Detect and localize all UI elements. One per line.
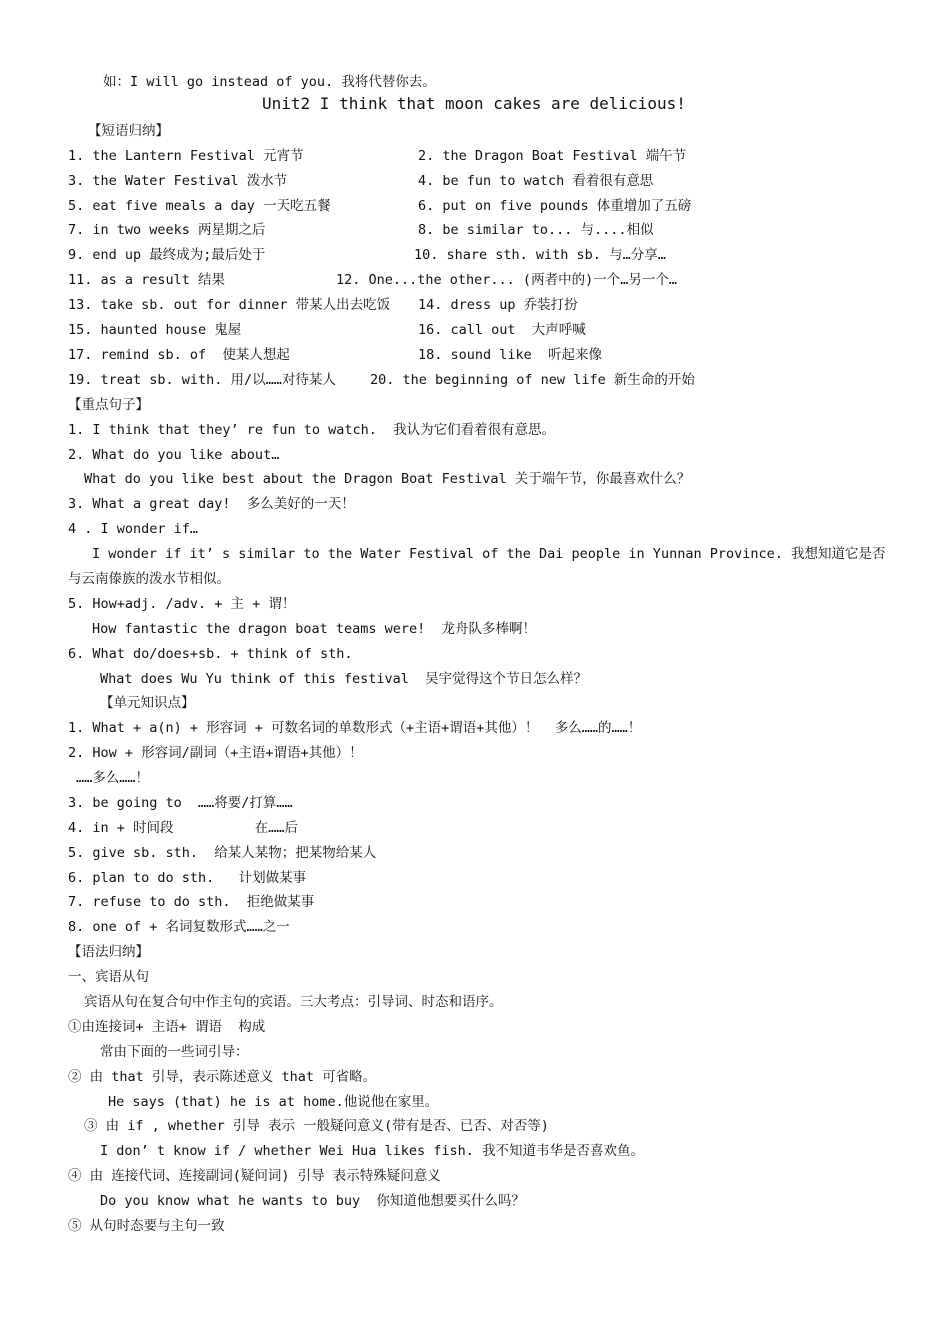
sentence-line: 1. I think that they’ re fun to watch. 我认为它们看着很有意思。	[68, 422, 556, 438]
grammar-line: ② 由 that 引导，表示陈述意义 that 可省略。	[68, 1069, 377, 1085]
knowledge-line: 4. in + 时间段 在……后	[68, 820, 299, 836]
grammar-line: ①由连接词+ 主语+ 谓语 构成	[68, 1019, 266, 1035]
knowledge-line: 2. How + 形容词/副词（+主语+谓语+其他）！	[68, 745, 363, 761]
grammar-line: I don’ t know if / whether Wei Hua likes fish. 我不知道韦华是否喜欢鱼。	[100, 1143, 645, 1159]
knowledge-line: 1. What + a(n) + 形容词 + 可数名词的单数形式（+主语+谓语+其他）！ 多么……的……！	[68, 720, 642, 736]
grammar-line: ③ 由 if , whether 引导 表示 一般疑问意义(带有是否、已否、对否等)	[84, 1118, 549, 1134]
knowledge-line: 5. give sb. sth. 给某人某物；把某物给某人	[68, 845, 377, 861]
sentence-line: What do you like best about the Dragon Boat Festival 关于端午节，你最喜欢什么？	[84, 471, 691, 487]
grammar-line: Do you know what he wants to buy 你知道他想要买什么吗？	[100, 1193, 525, 1209]
phrase-item: 8. be similar to... 与....相似	[418, 222, 654, 238]
knowledge-header: 【单元知识点】	[100, 695, 195, 711]
phrase-item: 20. the beginning of new life 新生命的开始	[370, 372, 695, 388]
phrase-item: 3. the Water Festival 泼水节	[68, 173, 288, 189]
phrase-item: 17. remind sb. of 使某人想起	[68, 347, 290, 363]
sentence-line: How fantastic the dragon boat teams were! 龙舟队多棒啊！	[92, 621, 536, 637]
phrase-item: 16. call out 大声呼喊	[418, 322, 586, 338]
sentence-line: 与云南傣族的泼水节相似。	[68, 571, 230, 587]
phrase-item: 6. put on five pounds 体重增加了五磅	[418, 198, 692, 214]
grammar-line: 宾语从句在复合句中作主句的宾语。三大考点：引导词、时态和语序。	[84, 994, 503, 1010]
grammar-line: ⑤ 从句时态要与主句一致	[68, 1218, 225, 1234]
phrase-item: 4. be fun to watch 看着很有意思	[418, 173, 654, 189]
sentence-line: What does Wu Yu think of this festival 吴宇觉得这个节日怎么样？	[100, 671, 588, 687]
knowledge-line: 8. one of + 名词复数形式……之一	[68, 919, 290, 935]
grammar-line: ④ 由 连接代词、连接副词(疑问词) 引导 表示特殊疑问意义	[68, 1168, 441, 1184]
phrase-item: 5. eat five meals a day 一天吃五餐	[68, 198, 331, 214]
phrase-item: 14. dress up 乔装打扮	[418, 297, 578, 313]
phrase-item: 10. share sth. with sb. 与…分享…	[414, 247, 666, 263]
sentence-line: 4 . I wonder if…	[68, 521, 199, 537]
grammar-line: 一、宾语从句	[68, 969, 149, 985]
phrase-item: 18. sound like 听起来像	[418, 347, 603, 363]
phrase-item: 13. take sb. out for dinner 带某人出去吃饭	[68, 297, 391, 313]
phrase-item: 11. as a result 结果	[68, 272, 226, 288]
phrase-item: 2. the Dragon Boat Festival 端午节	[418, 148, 687, 164]
sentence-line: I wonder if it’ s similar to the Water Festival of the Dai people in Yunnan Province. 我想知道它是否	[92, 546, 886, 562]
grammar-line: 常由下面的一些词引导：	[100, 1044, 249, 1060]
intro-line: 如：I will go instead of you. 我将代替你去。	[103, 74, 436, 90]
phrases-header: 【短语归纳】	[88, 123, 169, 139]
unit-title: Unit2 I think that moon cakes are delicious!	[262, 94, 686, 113]
knowledge-line: 6. plan to do sth. 计划做某事	[68, 870, 307, 886]
knowledge-line: ……多么……！	[76, 770, 150, 786]
sentence-line: 6. What do/does+sb. + think of sth.	[68, 646, 353, 662]
sentence-line: 2. What do you like about…	[68, 447, 280, 463]
grammar-line: He says (that) he is at home.他说他在家里。	[108, 1094, 439, 1110]
sentence-line: 5. How+adj. /adv. + 主 + 谓！	[68, 596, 296, 612]
grammar-header: 【语法归纳】	[68, 944, 149, 960]
sentence-line: 3. What a great day! 多么美好的一天！	[68, 496, 355, 512]
knowledge-line: 7. refuse to do sth. 拒绝做某事	[68, 894, 315, 910]
sentences-header: 【重点句子】	[68, 397, 149, 413]
phrase-item: 1. the Lantern Festival 元宵节	[68, 148, 304, 164]
phrase-item: 7. in two weeks 两星期之后	[68, 222, 266, 238]
phrase-item: 9. end up 最终成为;最后处于	[68, 247, 266, 263]
phrase-item: 15. haunted house 鬼屋	[68, 322, 242, 338]
knowledge-line: 3. be going to ……将要/打算……	[68, 795, 293, 811]
phrase-item: 12. One...the other... (两者中的)一个…另一个…	[336, 272, 677, 288]
phrase-item: 19. treat sb. with. 用/以……对待某人	[68, 372, 336, 388]
